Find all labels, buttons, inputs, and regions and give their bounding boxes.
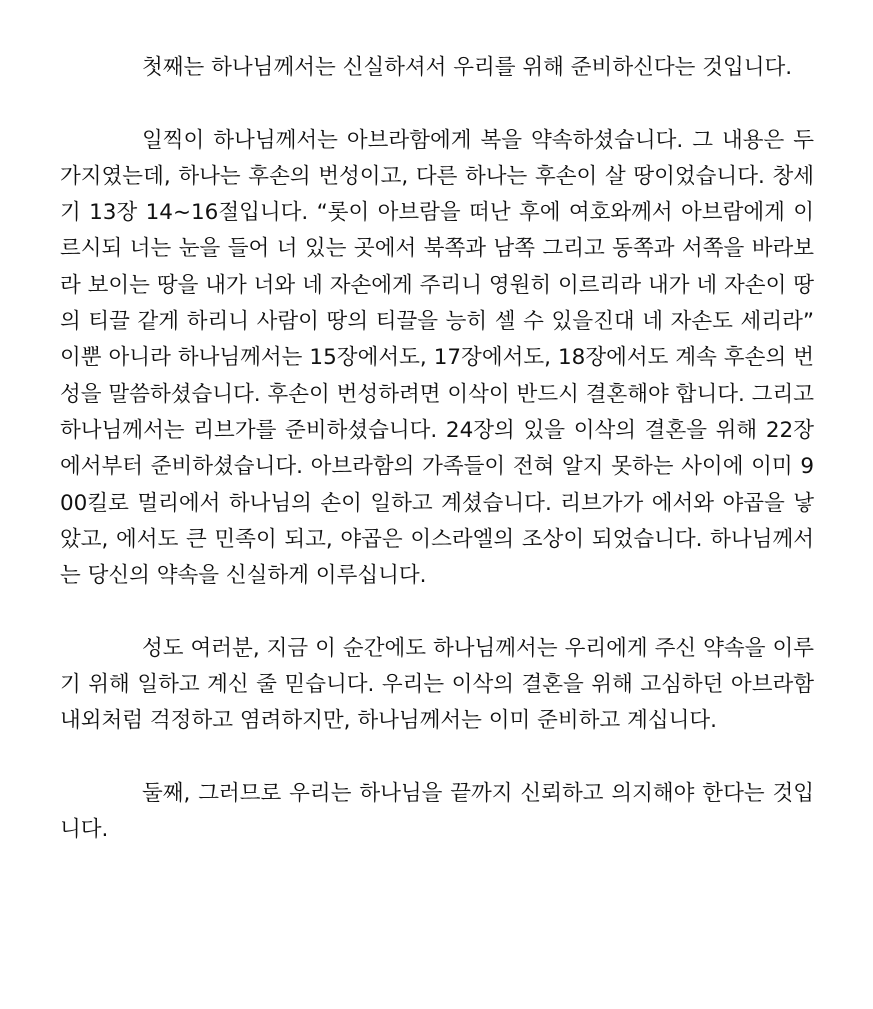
paragraph-god-working: 성도 여러분, 지금 이 순간에도 하나님께서는 우리에게 주신 약속을 이루기 위해 일하고 계신 줄 믿습니다. 우리는 이삭의 결혼을 위해 고심하던 아브라함 내외처럼 걱정하고 염려하지만, 하나님께서는 이미 준비하고 계십니다. — [60, 635, 814, 734]
paragraph-first-point: 첫째는 하나님께서는 신실하셔서 우리를 위해 준비하신다는 것입니다. — [142, 55, 793, 80]
document-body — [60, 50, 814, 849]
paragraph-abraham-promise: 일찍이 하나님께서는 아브라함에게 복을 약속하셨습니다. 그 내용은 두 가지였는데, 하나는 후손의 번성이고, 다른 하나는 후손이 살 땅이었습니다. 창세기 13장 14~16절입니다. “롯이 아브람을 떠난 후에 여호와께서 아브람에게 이르시되 너는 눈을 들어 너 있는 곳에서 북쪽과 남쪽 그리고 동쪽과 서쪽을 바라보라 보이는 땅을 내가 너와 네 자손에게 주리니 영원히 이르리라 내가 네 자손이 땅의 티끌 같게 하리니 사람이 땅의 티끌을 능히 셀 수 있을진대 네 자손도 세리라” 이뿐 아니라 하나님께서는 15장에서도, 17장에서도, 18장에서도 계속 후손의 번성을 말씀하셨습니다. 후손이 번성하려면 이삭이 반드시 결혼해야 합니다. 그리고 하나님께서는 리브가를 준비하셨습니다. 24장의 있을 이삭의 결혼을 위해 22장에서부터 준비하셨습니다. 아브라함의 가족들이 전혀 알지 못하는 사이에 이미 900킬로 멀리에서 하나님의 손이 일하고 계셨습니다. 리브가가 에서와 야곱을 낳았고, 에서도 큰 민족이 되고, 야곱은 이스라엘의 조상이 되었습니다. 하나님께서는 당신의 약속을 신실하게 이루십니다. — [60, 127, 814, 589]
paragraph-second-point: 둘째, 그러므로 우리는 하나님을 끝까지 신뢰하고 의지해야 한다는 것입니다. — [60, 780, 814, 843]
